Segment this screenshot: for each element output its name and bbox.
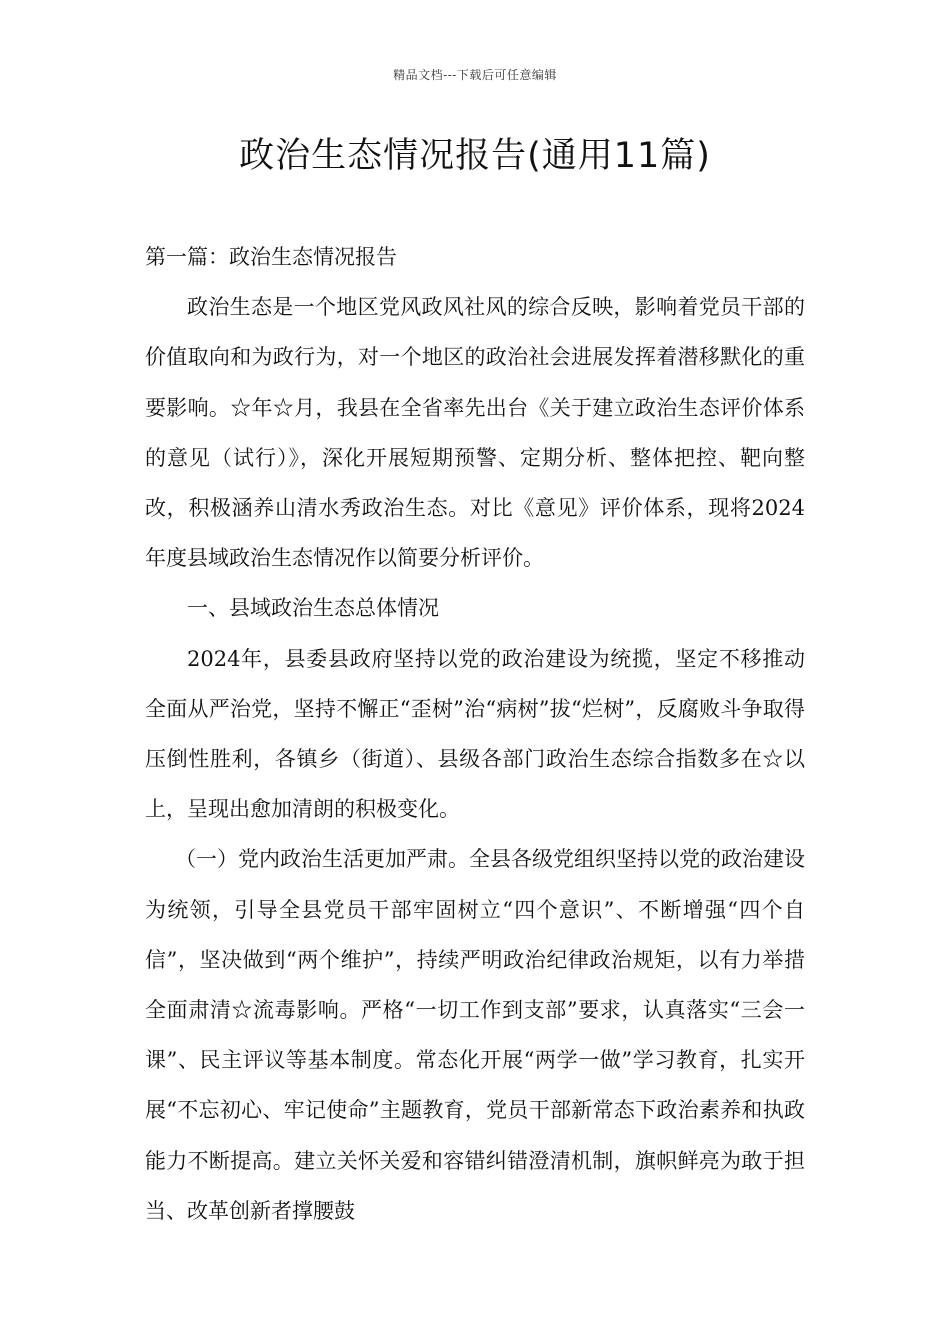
section-heading: 第一篇：政治生态情况报告 <box>145 245 397 269</box>
header-note: 精品文档---下载后可任意编辑 <box>393 68 557 82</box>
paragraph-intro: 政治生态是一个地区党风政风社风的综合反映，影响着党员干部的价值取向和为政行为，对一个地区的政治社会进展发挥着潜移默化的重要影响。☆年☆月，我县在全省率先出台《关于建立政治生态评价体系的意见（试行）》，深化开展短期预警、定期分析、整体把控、靶向整改，积极涵养山清水秀政治生态。对比《意见》评价体系，现将2024年度县域政治生态情况作以简要分析评价。 <box>145 295 805 571</box>
subsection-heading: 一、县域政治生态总体情况 <box>187 596 439 621</box>
document-title: 政治生态情况报告(通用11篇) <box>239 136 711 176</box>
document-body <box>145 232 805 1236</box>
paragraph-party-life: （一）党内政治生活更加严肃。全县各级党组织坚持以党的政治建设为统领，引导全县党员干部牢固树立“四个意识”、不断增强“四个自信”，坚决做到“两个维护”，持续严明政治纪律政治规矩，以有力举措全面肃清☆流毒影响。严格“一切工作到支部”要求，认真落实“三会一课”、民主评议等基本制度。常态化开展“两学一做”学习教育，扎实开展“不忘初心、牢记使命”主题教育，党员干部新常态下政治素养和执政能力不断提高。建立关怀关爱和容错纠错澄清机制，旗帜鲜亮为敢于担当、改革创新者撑腰鼓 <box>145 847 805 1223</box>
paragraph-overview: 2024年，县委县政府坚持以党的政治建设为统揽，坚定不移推动全面从严治党，坚持不懈正“歪树”治“病树”拔“烂树”，反腐败斗争取得压倒性胜利，各镇乡（街道）、县级各部门政治生态综合指数多在☆以上，呈现出愈加清朗的积极变化。 <box>145 646 805 822</box>
